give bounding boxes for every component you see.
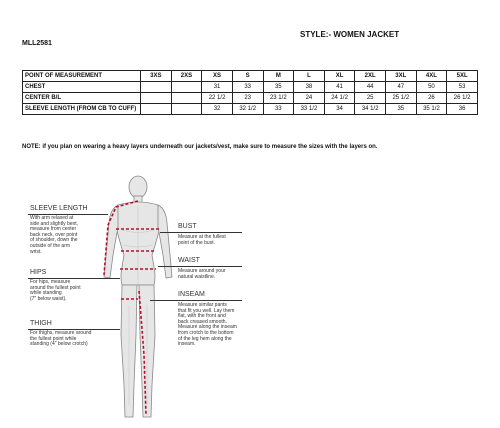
table-cell: 31 — [202, 82, 233, 93]
table-cell: 23 — [232, 93, 263, 104]
table-cell: 53 — [447, 82, 478, 93]
col-header: 3XS — [141, 71, 172, 82]
table-header-row — [23, 71, 478, 82]
col-header: 2XL — [355, 71, 386, 82]
table-cell — [171, 82, 202, 93]
table-cell: 24 1/2 — [324, 93, 355, 104]
col-header: 5XL — [447, 71, 478, 82]
table-cell: 32 1/2 — [232, 104, 263, 115]
measurement-diagram — [0, 165, 500, 428]
col-header: 4XL — [416, 71, 447, 82]
inseam-title: INSEAM — [178, 291, 205, 298]
waist-divider — [158, 266, 242, 267]
table-cell: 35 — [386, 104, 417, 115]
thigh-title: THIGH — [30, 320, 52, 327]
table-cell: 41 — [324, 82, 355, 93]
row-label: CENTER B/L — [23, 93, 141, 104]
table-cell: 47 — [386, 82, 417, 93]
table-cell: 23 1/2 — [263, 93, 294, 104]
table-cell: 24 — [294, 93, 325, 104]
table-cell: 35 — [263, 82, 294, 93]
table-cell — [171, 104, 202, 115]
table-cell: 25 — [355, 93, 386, 104]
inseam-description: Measure similar pants that fit you well. Lay them flat, with the front and back creased smooth. Measure along the inseam from crotch to the bottom of the leg hem along the inseam. — [178, 302, 237, 348]
sleeve-length-title: SLEEVE LENGTH — [30, 205, 88, 212]
layering-note: NOTE: if you plan on wearing a heavy layers underneath our jackets/vest, make sure to measure the sizes with the layers on. — [22, 144, 378, 150]
table-cell: 34 1/2 — [355, 104, 386, 115]
table-cell — [171, 93, 202, 104]
table-row — [23, 104, 478, 115]
waist-description: Measure around your natural waistline. — [178, 268, 226, 280]
table-cell: 33 — [232, 82, 263, 93]
col-header: L — [294, 71, 325, 82]
table-cell — [141, 93, 172, 104]
table-row — [23, 82, 478, 93]
table-cell: 25 1/2 — [386, 93, 417, 104]
table-cell: 33 — [263, 104, 294, 115]
hips-description: For hips, measure around the fullest point while standing (7" below waist). — [30, 279, 81, 302]
table-cell: 50 — [416, 82, 447, 93]
style-code: MLL2581 — [22, 40, 52, 47]
table-cell — [141, 82, 172, 93]
inseam-divider — [150, 300, 242, 301]
sleeve-length-description: With arm relaxed at side and slightly bent, measure from center back neck, over point of shoulder, down the outside of the arm wrist. — [30, 215, 79, 255]
col-header: 3XL — [386, 71, 417, 82]
table-cell: 36 — [447, 104, 478, 115]
size-chart-table — [22, 70, 478, 115]
table-row — [23, 93, 478, 104]
hips-title: HIPS — [30, 269, 47, 276]
table-cell: 26 1/2 — [447, 93, 478, 104]
bust-description: Measure at the fullest point of the bust. — [178, 234, 226, 246]
table-cell: 33 1/2 — [294, 104, 325, 115]
col-header: M — [263, 71, 294, 82]
table-cell: 32 — [202, 104, 233, 115]
table-cell: 35 1/2 — [416, 104, 447, 115]
col-header: 2XS — [171, 71, 202, 82]
bust-title: BUST — [178, 223, 197, 230]
table-cell — [141, 104, 172, 115]
table-cell: 34 — [324, 104, 355, 115]
col-header: S — [232, 71, 263, 82]
style-title: STYLE:- WOMEN JACKET — [300, 30, 400, 39]
col-header: XL — [324, 71, 355, 82]
table-cell: 38 — [294, 82, 325, 93]
bust-divider — [160, 232, 242, 233]
col-header: XS — [202, 71, 233, 82]
row-label: SLEEVE LENGTH (FROM CB TO CUFF) — [23, 104, 141, 115]
col-header: POINT OF MEASUREMENT — [23, 71, 141, 82]
table-cell: 22 1/2 — [202, 93, 233, 104]
row-label: CHEST — [23, 82, 141, 93]
table-cell: 44 — [355, 82, 386, 93]
thigh-description: For thighs, measure around the fullest point while standing (4" below crotch) — [30, 330, 92, 348]
table-cell: 26 — [416, 93, 447, 104]
waist-title: WAIST — [178, 257, 200, 264]
